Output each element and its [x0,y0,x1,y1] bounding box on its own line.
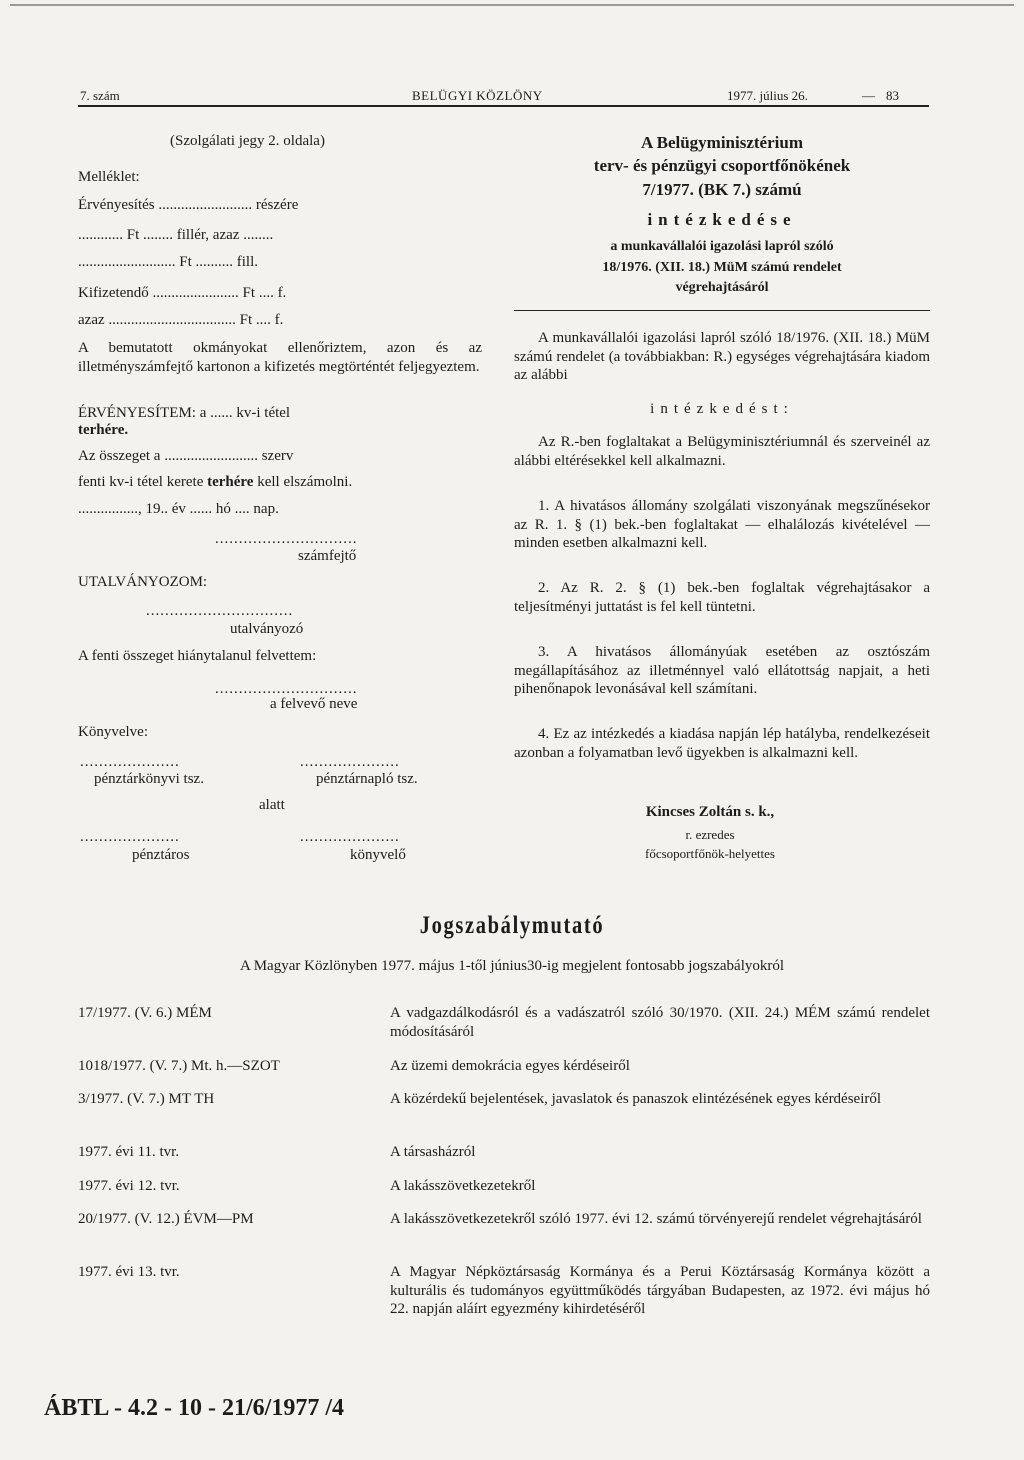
scan-edge-line [10,4,1014,6]
directive-title-line1: A Belügyminisztérium [641,133,803,152]
form-line-ervenyesites: Érvényesítés ......................... részére [78,197,299,213]
issue-number: 7. szám [80,88,120,103]
directive-title-line3: 7/1977. (BK 7.) számú [642,180,802,199]
form-verification-text: A bemutatott okmányokat ellenőriztem, azon és az illetményszámfejtő kartonon a kifizetés megtörténtét feljegyeztem. [78,340,482,375]
felvettem-line: A fenti összeget hiánytalanul felvettem: [78,648,317,664]
signer-rank: r. ezredes [685,827,735,842]
page-number: 83 [886,88,899,103]
journal-title: BELÜGYI KÖZLÖNY [412,88,543,103]
header-rule [78,105,929,107]
utalvanyozo-signature-line: ............................... [146,603,294,619]
jogszabalymutato-subtitle: A Magyar Közlönyben 1977. május 1-től június30-ig megjelent fontosabb jogszabályokról [239,958,785,974]
fenti-text-post: kell elszámolni. [253,474,353,490]
penztarkonyvi-label: pénztárkönyvi tsz. [94,771,204,787]
directive-point-4: 4. Ez az intézkedés a kiadása napján lép hatályba, rendelkezéseit azonban a folyamatban levő ügyekben is alkalmazni kell. [514,726,930,761]
penztarnaplo-label: pénztárnapló tsz. [316,771,418,787]
osszeget-line: Az összeget a ......................... szerv [78,448,294,464]
szamfejto-signature-line: .............................. [215,531,358,547]
form-line-amount: ............ Ft ........ fillér, azaz ........ [78,227,274,243]
penztaros-label: pénztáros [132,847,190,863]
fenti-text-bold: terhére [207,474,254,490]
alatt-label: alatt [259,797,285,813]
intezkedest-label: intézkedést: [650,401,794,417]
legislation-code: 3/1977. (V. 7.) MT TH [78,1091,215,1107]
signer-name: Kincses Zoltán s. k., [645,804,775,820]
legislation-description: Az üzemi demokrácia egyes kérdéseiről [390,1058,630,1074]
directive-subtitle-line3: végrehajtásáról [675,280,769,295]
jogszabalymutato-title: Jogszabálymutató [419,912,605,939]
penztarkonyvi-signature-line: ..................... [80,754,180,770]
directive-subtitle-line2: 18/1976. (XII. 18.) MüM számú rendelet [602,260,842,275]
directive-point-1: 1. A hivatásos állomány szolgálati viszonyának megszűnésekor az R. 1. § (1) bek.-ben foglaltakat — elhalálozás kivételével — minden esetben alkalmazni kell. [514,498,930,551]
form-line-azaz: azaz .................................. Ft .... f. [78,312,284,328]
legislation-code: 17/1977. (V. 6.) MÉM [78,1005,212,1021]
konyvelo-label: könyvelő [350,847,406,863]
signer-position: főcsoportfőnök-helyettes [645,846,775,861]
page-header [80,88,929,106]
felvevo-signature-line: .............................. [215,681,358,697]
date-line: ................, 19.. év ...... hó .... nap. [78,501,279,517]
melleklet-label: Melléklet: [78,169,140,185]
form-heading: (Szolgálati jegy 2. oldala) [170,133,325,149]
directive-title-intezkedese: intézkedése [647,210,797,229]
legislation-description: A lakásszövetkezetekről szóló 1977. évi 12. számú törvényerejű rendelet végrehajtásáról [390,1211,922,1227]
directive-title-line2: terv- és pénzügyi csoportfőnökének [593,156,851,175]
fenti-text-pre: fenti kv-i tétel kerete [78,474,208,490]
directive-intro: A munkavállalói igazolási lapról szóló 18/1976. (XII. 18.) MüM számú rendelet (a továbbiakban: R.) egységes végrehajtására kiadom az alábbi [514,330,930,383]
konyvelve-label: Könyvelve: [78,724,148,740]
felvevo-label: a felvevő neve [270,696,358,712]
legislation-code: 20/1977. (V. 12.) ÉVM—PM [78,1211,254,1227]
form-line-amount-words: .......................... Ft .......... fill. [78,254,259,270]
directive-title-rule [514,310,930,311]
form-line-kifizetendo: Kifizetendő ....................... Ft .... f. [78,285,287,301]
legislation-code: 1977. évi 13. tvr. [78,1264,180,1280]
header-dash: — [862,88,875,103]
legislation-description: A társasházról [390,1144,476,1160]
legislation-description: A vadgazdálkodásról és a vadászatról szóló 30/1970. (XII. 24.) MÉM számú rendelet módosításáról [390,1005,930,1040]
penztarnaplo-signature-line: ..................... [300,754,400,770]
legislation-description: A közérdekű bejelentések, javaslatok és panaszok elintézésének egyes kérdéseiről [390,1091,882,1107]
directive-subtitle-line1: a munkavállalói igazolási lapról szóló [610,239,834,254]
directive-point-2: 2. Az R. 2. § (1) bek.-ben foglaltak végrehajtásakor a teljesítményi juttatást is fel kell tüntetni. [514,580,930,615]
terhere-label: terhére. [78,422,129,438]
utalvanyozom-label: UTALVÁNYOZOM: [78,574,208,590]
legislation-description: A Magyar Népköztársaság Kormánya és a Perui Köztársaság Kormánya között a kulturális és tudományos együttműködés tárgyában Budapesten, az 1972. évi május hó 22. napján aláírt egyezmény kihirdetéséről [390,1264,930,1317]
konyvelo-signature-line: ..................... [300,829,400,845]
penztaros-signature-line: ..................... [80,829,180,845]
szamfejto-label: számfejtő [298,548,357,564]
directive-point-intro: Az R.-ben foglaltakat a Belügyminisztériumnál és szerveinél az alábbi eltérésekkel kell alkalmazni. [514,434,930,469]
legislation-code: 1977. évi 11. tvr. [78,1144,180,1160]
utalvanyozo-label: utalványozó [230,621,304,637]
issue-date: 1977. július 26. [727,88,808,103]
ervenyesitem-line: ÉRVÉNYESÍTEM: a ...... kv-i tétel [78,405,291,421]
directive-point-3: 3. A hivatásos állományúak esetében az osztószám megállapításához az illetménnyel való ellátottság napjait, a heti pihenőnapok levonásával kell számítani. [514,644,930,697]
archive-reference: ÁBTL - 4.2 - 10 - 21/6/1977 /4 [44,1395,345,1421]
legislation-code: 1977. évi 12. tvr. [78,1178,180,1194]
legislation-description: A lakásszövetkezetekről [390,1178,536,1194]
fenti-line [78,473,352,492]
legislation-code: 1018/1977. (V. 7.) Mt. h.—SZOT [78,1058,280,1074]
